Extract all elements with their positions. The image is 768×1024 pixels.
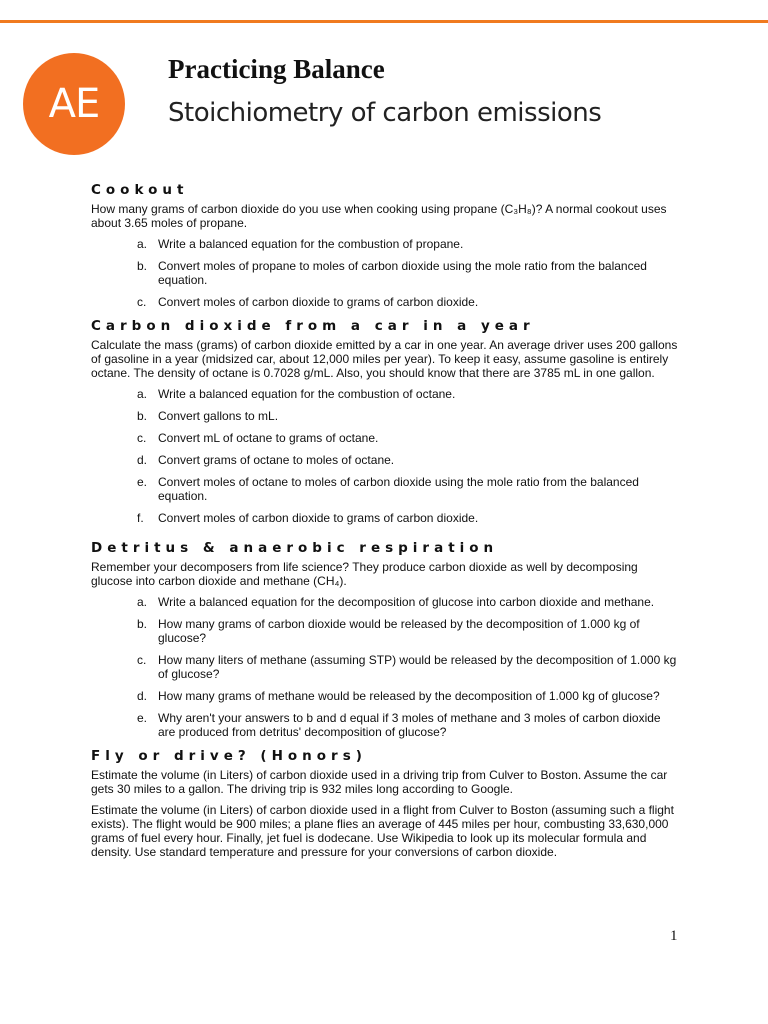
item-text: Convert moles of carbon dioxide to grams of carbon dioxide. [158, 295, 479, 309]
item-letter: c. [137, 295, 147, 309]
list-item [91, 259, 681, 287]
page-title: Practicing Balance [168, 54, 385, 84]
item-text: Write a balanced equation for the combustion of octane. [158, 387, 456, 401]
item-text: How many liters of methane (assuming STP) would be released by the decomposition of 1.000 kg of glucose? [158, 653, 677, 681]
item-text: How many grams of carbon dioxide would be released by the decomposition of 1.000 kg of glucose? [158, 617, 640, 645]
item-text: Write a balanced equation for the combustion of propane. [158, 237, 464, 251]
section-car [91, 318, 681, 525]
ae-logo: AE [23, 53, 125, 155]
list-item [91, 711, 681, 739]
item-text: Convert grams of octane to moles of octane. [158, 453, 395, 467]
page-number: 1 [670, 928, 678, 944]
list-item [91, 453, 681, 467]
item-letter: a. [137, 595, 148, 609]
section-paragraph: Remember your decomposers from life science? They produce carbon dioxide as well by decomposing glucose into carbon dioxide and methane (CH₄). [91, 560, 638, 588]
item-letter: a. [137, 387, 148, 401]
item-text: Convert gallons to mL. [158, 409, 279, 423]
list-item [91, 431, 681, 445]
list-item [91, 409, 681, 423]
section-paragraph: Estimate the volume (in Liters) of carbon dioxide used in a flight from Culver to Boston (assuming such a flight exists). The flight would be 900 miles; a plane flies an average of 445 miles per hour, combusting 33,630,000 grams of fuel every hour. Finally, jet fuel is dodecane. Use Wikipedia to look up its molecular formula and density. Use standard temperature and pressure for your conversions of carbon dioxide. [91, 803, 674, 859]
item-letter: a. [137, 237, 148, 251]
item-letter: b. [137, 617, 148, 631]
list-item [91, 653, 681, 681]
top-rule [0, 20, 768, 23]
section-heading: Fly or drive? (Honors) [91, 748, 367, 764]
page-subtitle: Stoichiometry of carbon emissions [168, 98, 602, 128]
item-letter: c. [137, 431, 147, 445]
list-item [91, 617, 681, 645]
list-item [91, 237, 681, 251]
section-detritus [91, 540, 681, 739]
list-item [91, 475, 681, 503]
question-list [91, 595, 681, 739]
section-cookout [91, 182, 681, 309]
question-list [91, 237, 681, 309]
item-letter: b. [137, 259, 148, 273]
list-item [91, 595, 681, 609]
item-letter: b. [137, 409, 148, 423]
item-letter: e. [137, 711, 148, 725]
list-item [91, 689, 681, 703]
list-item [91, 511, 681, 525]
item-letter: d. [137, 689, 148, 703]
section-paragraph: Calculate the mass (grams) of carbon dioxide emitted by a car in one year. An average driver uses 200 gallons of gasoline in a year (midsized car, about 12,000 miles per year). To keep it easy, assume gasoline is entirely octane. The density of octane is 0.7028 g/mL. Also, you should know that there are 3785 mL in one gallon. [91, 338, 678, 380]
section-heading: Detritus & anaerobic respiration [91, 540, 499, 556]
question-list [91, 387, 681, 525]
section-heading: Carbon dioxide from a car in a year [91, 318, 535, 334]
item-text: Convert mL of octane to grams of octane. [158, 431, 379, 445]
item-letter: e. [137, 475, 148, 489]
item-text: Convert moles of carbon dioxide to grams of carbon dioxide. [158, 511, 479, 525]
item-text: Convert moles of propane to moles of carbon dioxide using the mole ratio from the balanced equation. [158, 259, 647, 287]
item-letter: f. [137, 511, 144, 525]
list-item [91, 295, 681, 309]
section-heading: Cookout [91, 182, 189, 198]
item-letter: c. [137, 653, 147, 667]
section-paragraph: Estimate the volume (in Liters) of carbon dioxide used in a driving trip from Culver to Boston. Assume the car gets 30 miles to a gallon. The driving trip is 932 miles long according to Google. [91, 768, 668, 796]
document-body [91, 182, 681, 866]
list-item [91, 387, 681, 401]
section-fly-or-drive [91, 748, 681, 859]
section-paragraph: How many grams of carbon dioxide do you use when cooking using propane (C₃H₈)? A normal cookout uses about 3.65 moles of propane. [91, 202, 667, 230]
item-letter: d. [137, 453, 148, 467]
item-text: How many grams of methane would be released by the decomposition of 1.000 kg of glucose? [158, 689, 660, 703]
item-text: Write a balanced equation for the decomposition of glucose into carbon dioxide and methane. [158, 595, 655, 609]
item-text: Why aren't your answers to b and d equal if 3 moles of methane and 3 moles of carbon dioxide are produced from detritus' decomposition of glucose? [158, 711, 661, 739]
item-text: Convert moles of octane to moles of carbon dioxide using the mole ratio from the balanced equation. [158, 475, 639, 503]
